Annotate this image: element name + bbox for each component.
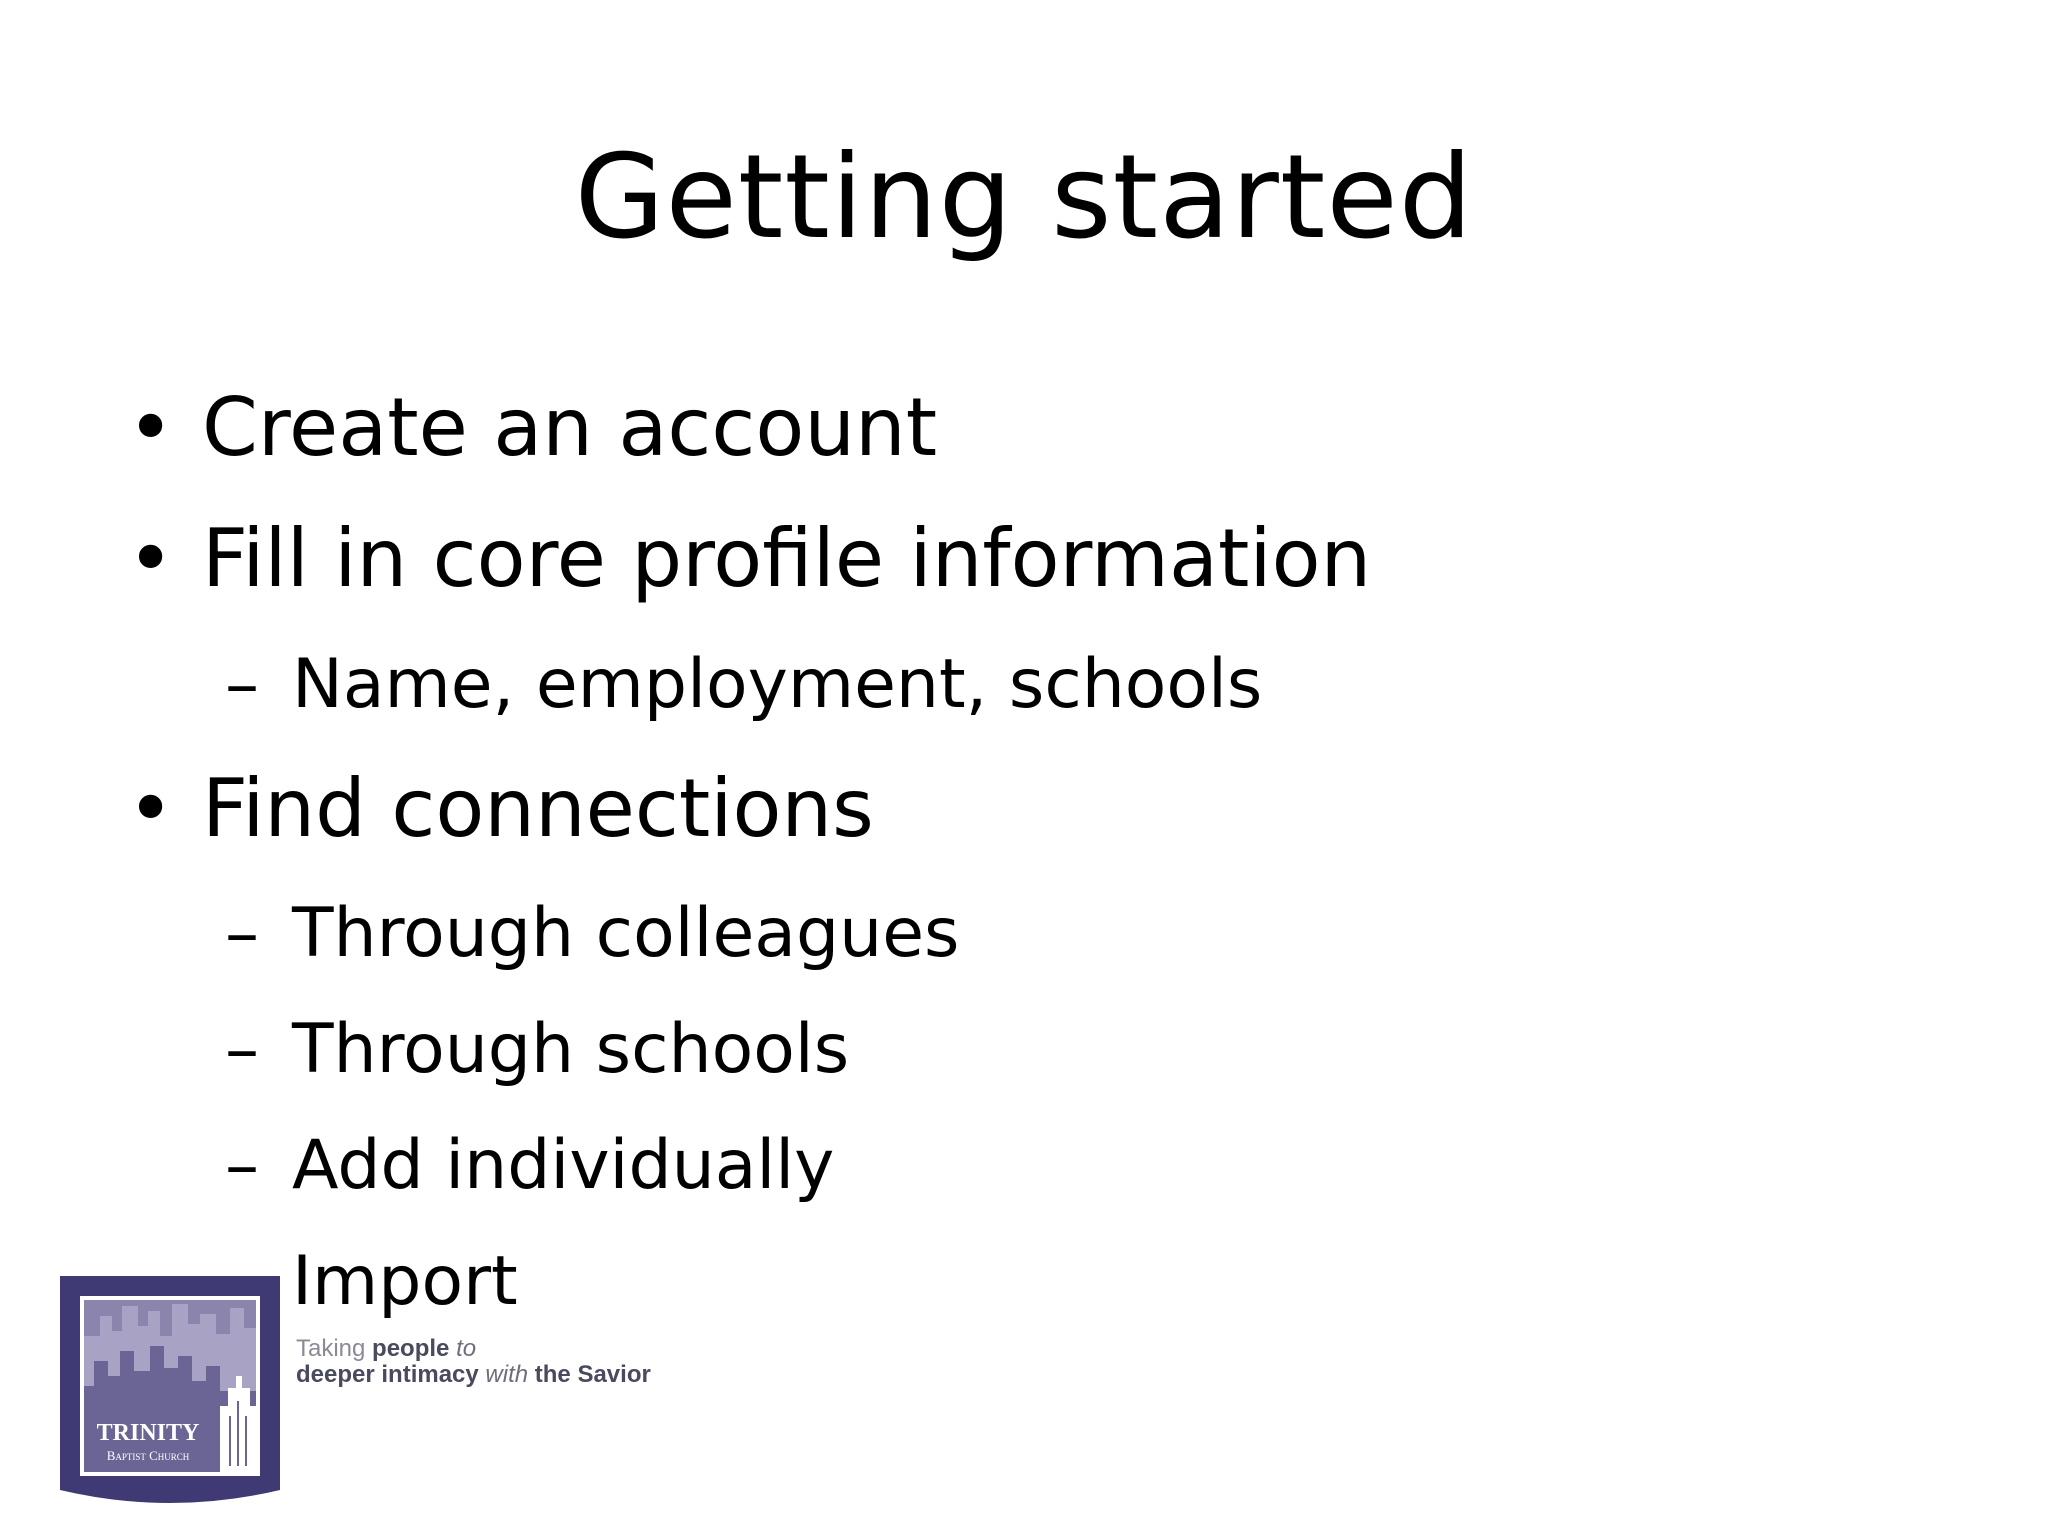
dash-mark: – <box>225 1010 259 1089</box>
sub-bullet-text: Name, employment, schools <box>292 645 1263 724</box>
tagline-line-2: deeper intimacy with the Savior <box>296 1361 651 1388</box>
sub-bullet-text: Through schools <box>292 1010 850 1089</box>
bullet-text: Create an account <box>202 381 938 474</box>
dash-mark: – <box>225 645 259 724</box>
church-logo <box>60 1276 280 1508</box>
logo-name: TRINITY <box>96 1420 200 1446</box>
bullet-text: Fill in core profile information <box>202 512 1372 605</box>
tagline <box>296 1336 651 1388</box>
tagline-line-1: Taking people to <box>296 1335 477 1362</box>
sub-bullet-text: Import <box>292 1242 518 1321</box>
dash-mark: – <box>225 894 259 973</box>
dash-mark: – <box>225 1126 259 1205</box>
bullet-mark: • <box>127 381 175 474</box>
logo-subname: Baptist Church <box>106 1448 190 1463</box>
bullet-mark: • <box>127 762 175 855</box>
sub-bullet-text: Add individually <box>292 1126 835 1205</box>
slide-title: Getting started <box>574 130 1474 265</box>
bullet-mark: • <box>127 512 175 605</box>
bullet-text: Find connections <box>202 762 874 855</box>
sub-bullet-text: Through colleagues <box>292 894 960 973</box>
